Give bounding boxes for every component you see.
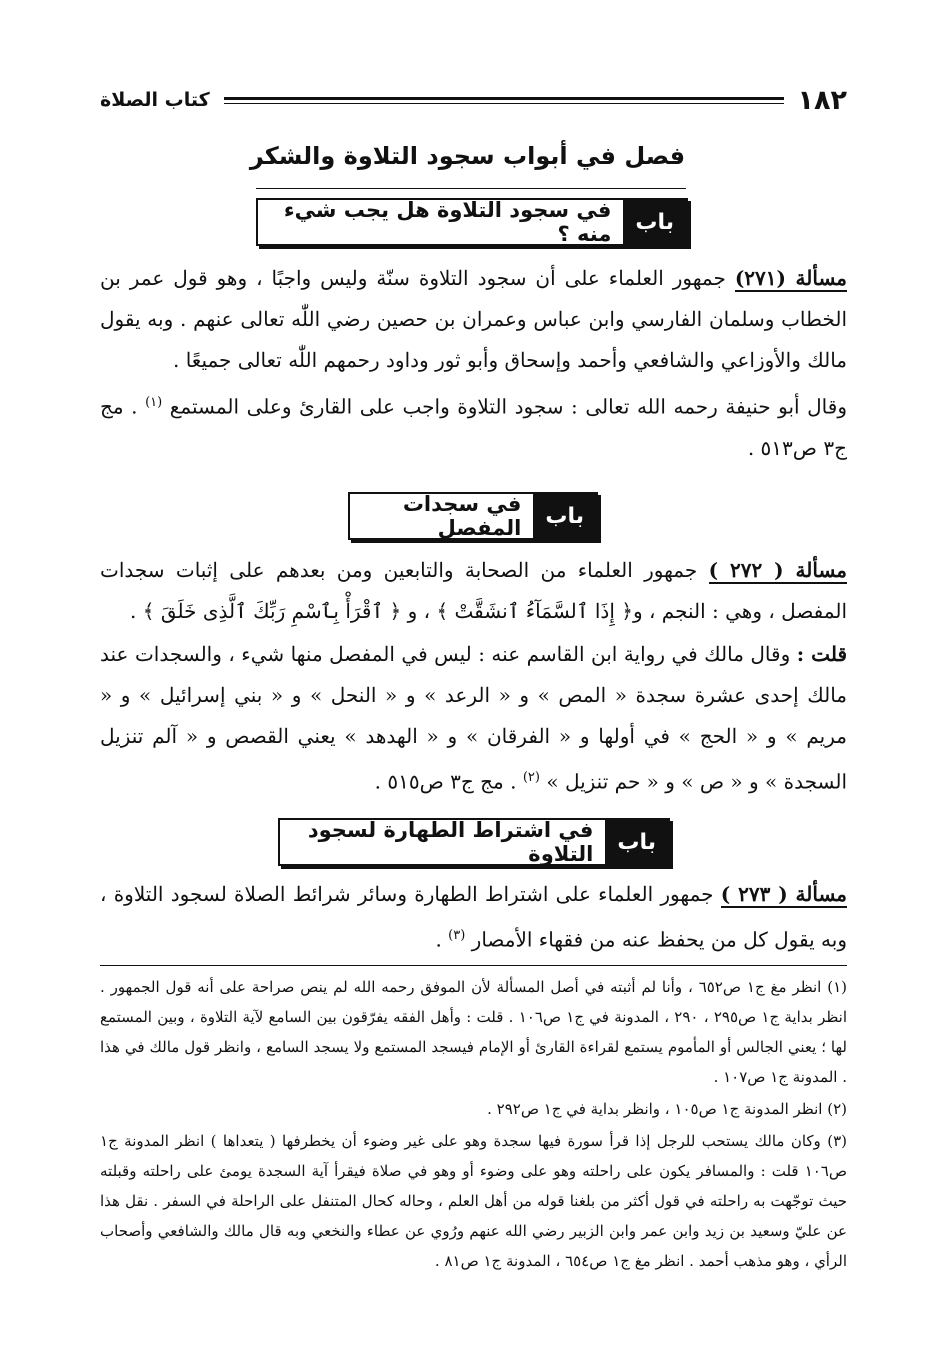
- chapter-rule: [256, 188, 686, 189]
- bab-label: باب: [533, 494, 596, 538]
- masala-271-abu-hanifa: [100, 382, 847, 469]
- source-citation: . مج ج٣ ص٥١٣ .: [100, 394, 847, 460]
- masala-text: جمهور العلماء على أن سجود التلاوة سنّة وليس واجبًا ، وهو قول عمر بن الخطاب وسلمان الفارسي وابن عباس وعمران بن حصين رضي اللّٰه تعالى عنهم . وبه يقول مالك والأوزاعي والشافعي وأحمد وإسحاق وأبو ثور وداود رحمهم اللّٰه تعالى جميعًا .: [100, 266, 847, 372]
- paragraph-text: وقال مالك في رواية ابن القاسم عنه : ليس في المفصل منها شيء ، والسجدات عند مالك إحدى عشرة سجدة « المص » و « الرعد » و « النحل » و « بني إسرائيل » و « مريم » و « الحج » في أولها و « الفرقان » و « الهدهد » يعني القصص و « آلم تنزيل السجدة » و « ص » و « حم تنزيل »: [100, 642, 847, 794]
- bab-label: باب: [605, 820, 668, 864]
- running-header: [100, 80, 847, 120]
- masala-273: [100, 874, 847, 961]
- masala-label: مسألة ( ٢٧٢ ): [708, 558, 847, 582]
- chapter-heading-box: [256, 198, 688, 246]
- book-title: كتاب الصلاة: [100, 89, 210, 111]
- page-number: ١٨٢: [797, 84, 847, 116]
- masala-272: [100, 550, 847, 632]
- footnote-ref: (١): [145, 395, 163, 410]
- section-title: فصل في أبواب سجود التلاوة والشكر: [249, 142, 686, 170]
- chapter-heading: في سجدات المفصل: [402, 492, 522, 540]
- footnote-separator: [100, 965, 847, 966]
- chapter-heading-box: [348, 492, 598, 540]
- masala-label: مسألة ( ٢٧٣ ): [720, 882, 848, 906]
- qult-label: قلت :: [796, 642, 848, 666]
- header-rule: [224, 97, 784, 104]
- footnote-1: (١) انظر مغ ج١ ص٦٥٢ ، وأنا لم أثبته في أصل المسألة لأن الموفق رحمه الله لم ينص صراحة على أنه قول الجمهور . انظر بداية ج١ ص٢٩٥ ، ٢٩٠ ، المدونة في ج١ ص١٠٦ . قلت : وأهل الفقه يفرّقون بين السامع لآية التلاوة ، وبين المستمع لها ؛ يعني الجالس أو المأموم يستمع لقراءة القارئ أو الإمام فيسجد المستمع ولا يسجد السامع ، وانظر قول مالك في هذا . المدونة ج١ ص١٠٧ .: [100, 978, 848, 1086]
- masala-text: جمهور العلماء على اشتراط الطهارة وسائر شرائط الصلاة لسجود التلاوة ، وبه يقول كل من يحفظ عنه من فقهاء الأمصار: [100, 882, 847, 952]
- masala-271: [100, 258, 847, 381]
- source-citation: . مج ج٣ ص٥١٥ .: [374, 769, 517, 794]
- footnote-2: (٢) انظر المدونة ج١ ص١٠٥ ، وانظر بداية في ج١ ص٢٩٢ .: [487, 1100, 847, 1118]
- chapter-heading: في سجود التلاوة هل يجب شيء منه ؟: [283, 198, 612, 246]
- masala-272-qult: [100, 634, 847, 803]
- footnote-3: (٣) وكان مالك يستحب للرجل إذا قرأ سورة فيها سجدة وهو على غير وضوء أن يخطرفها ( يتعداها ) انظر المدونة ج١ ص١٠٦ قلت : والمسافر يكون على راحلته وهو على وضوء أو وهو في صلاة فيقرأ آية السجدة يومئ على راحلته وقبلته حيث توجّهت به راحلته في قول أكثر من بلغنا قوله من أهل العلم ، وحاله كحال المتنفل على الراحلة في السفر . نقل هذا عن عليّ وسعيد بن زيد وابن عمر وابن الزبير رضي الله عنهم ورُوي عن عطاء والنخعي وبه قال مالك والشافعي وأصحاب الرأي ، وهو مذهب أحمد . انظر مغ ج١ ص٦٥٤ ، المدونة ج١ ص٨١ .: [100, 1132, 847, 1270]
- bab-label: باب: [623, 200, 686, 244]
- masala-text: جمهور العلماء من الصحابة والتابعين ومن بعدهم على إثبات سجدات المفصل ، وهي : النجم ، و﴿ إِذَا ٱلسَّمَآءُ ٱنشَقَّتْ ﴾ ، و ﴿ ٱقْرَأْ بِٱسْمِ رَبِّكَ ٱلَّذِى خَلَقَ ﴾ .: [100, 558, 847, 623]
- source-citation: .: [435, 927, 442, 952]
- paragraph-text: وقال أبو حنيفة رحمه الله تعالى : سجود التلاوة واجب على القارئ وعلى المستمع: [169, 394, 847, 419]
- footnote-ref: (٣): [448, 928, 466, 943]
- chapter-heading-box: [278, 818, 670, 866]
- masala-label: مسألة (٢٧١): [734, 266, 847, 290]
- footnote-ref: (٢): [522, 770, 540, 785]
- chapter-heading: في اشتراط الطهارة لسجود التلاوة: [307, 818, 594, 866]
